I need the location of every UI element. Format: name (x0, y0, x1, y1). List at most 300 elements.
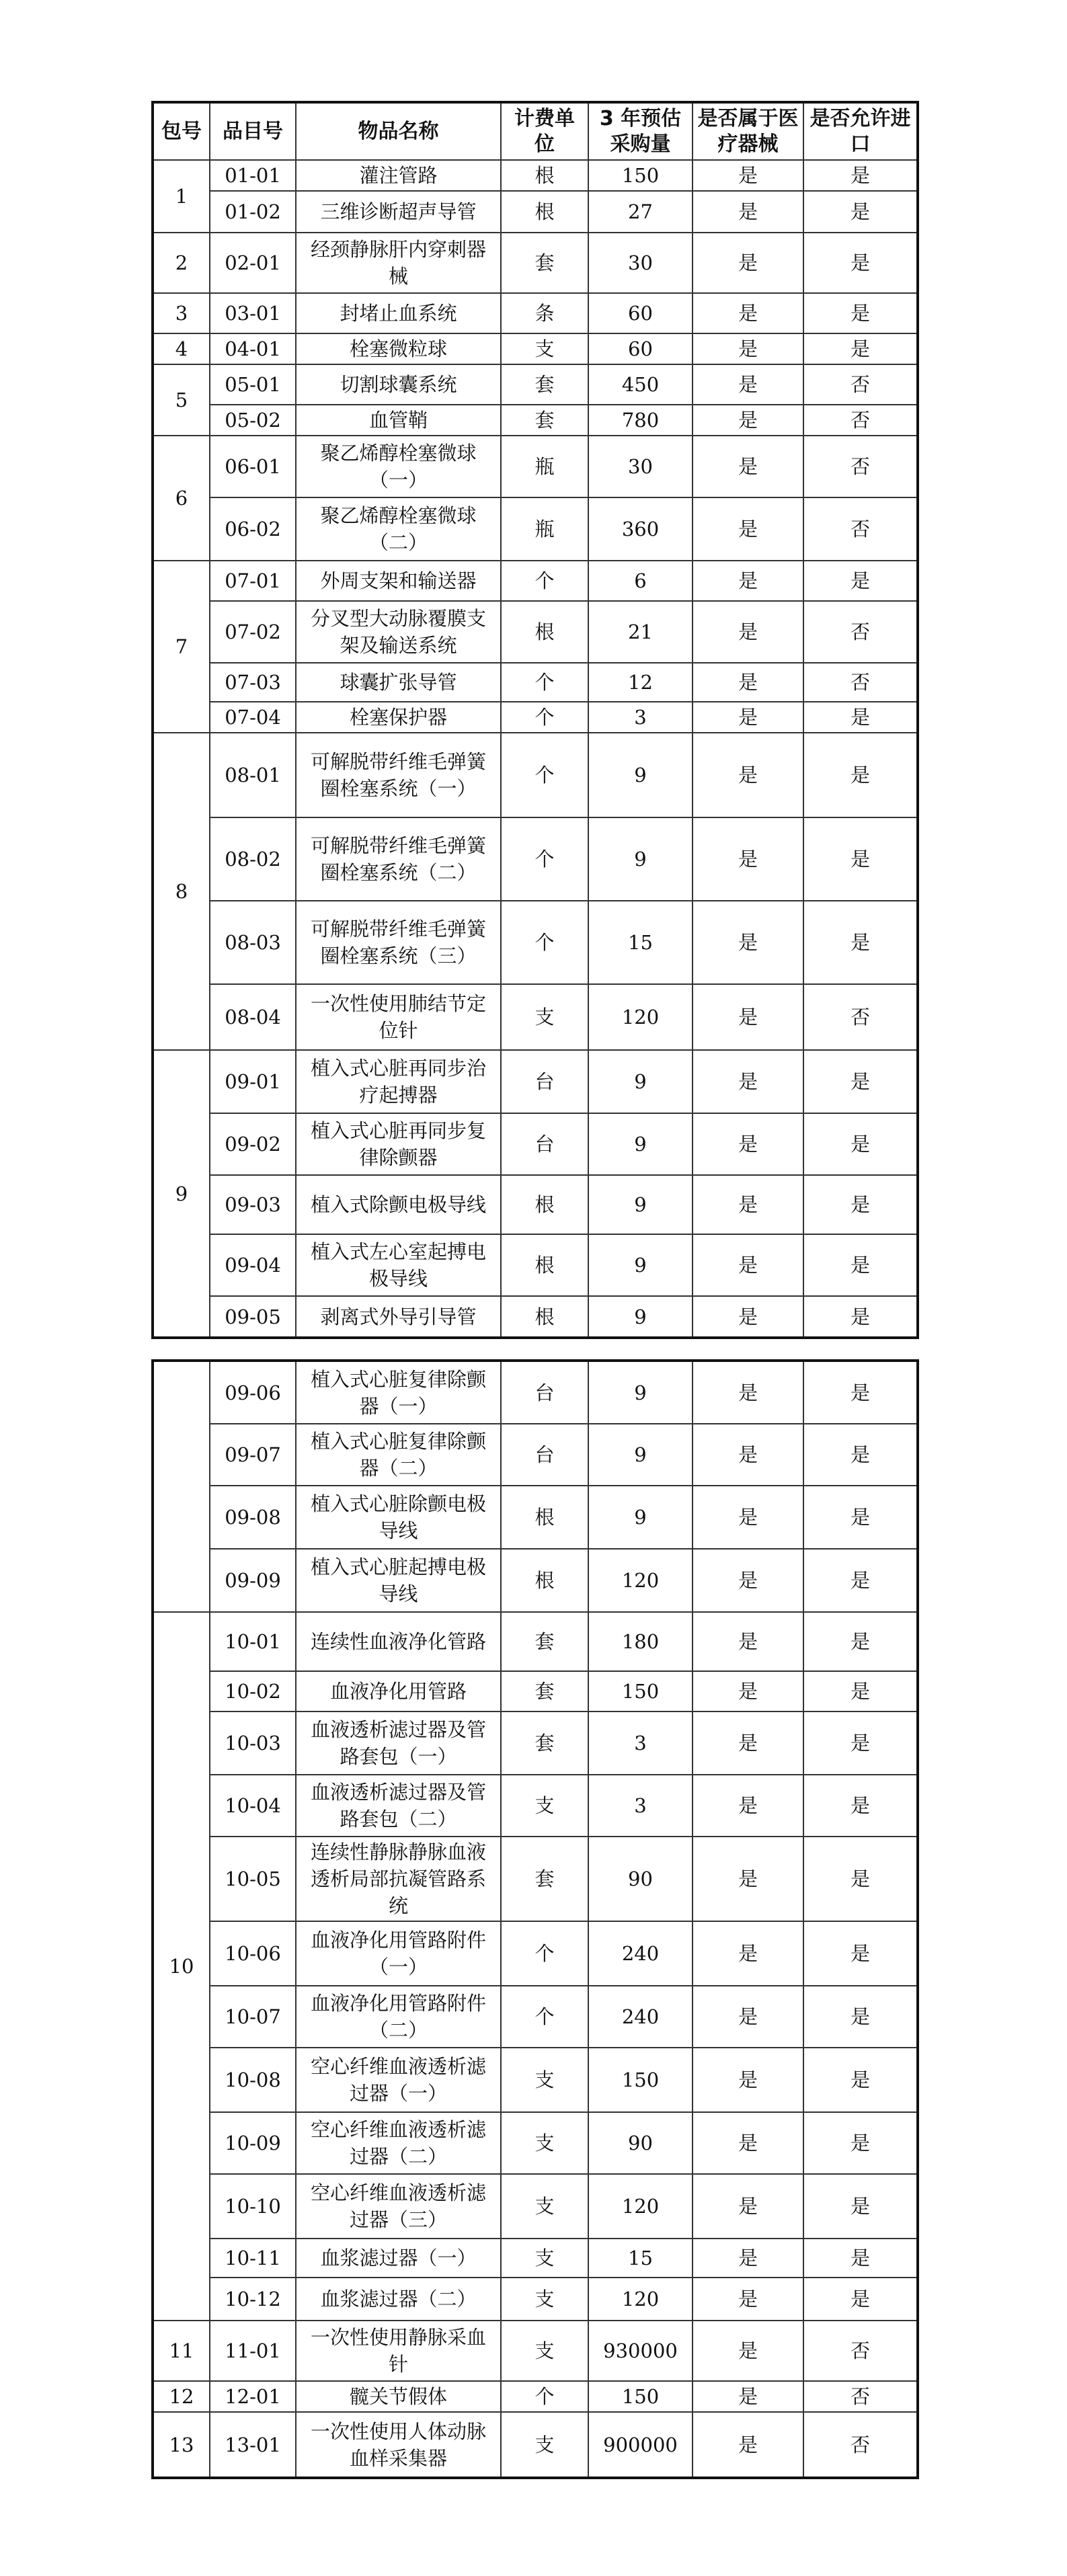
unit-cell: 根 (501, 1175, 588, 1234)
import-allowed-cell: 是 (803, 561, 918, 601)
is-device-cell: 是 (693, 405, 803, 436)
header-item-no: 品目号 (210, 102, 296, 160)
table-row (153, 2112, 918, 2174)
table-header-row (153, 102, 918, 160)
package-number-cell: 5 (153, 364, 210, 436)
unit-cell: 台 (501, 1424, 588, 1486)
is-device-cell: 是 (693, 1050, 803, 1113)
is-device-cell: 是 (693, 663, 803, 702)
package-number-cell: 8 (153, 733, 210, 1050)
item-name-cell: 血液净化用管路附件（一） (296, 1921, 501, 1986)
is-device-cell: 是 (693, 2112, 803, 2174)
item-no-cell: 07-04 (210, 702, 296, 733)
item-name-cell: 血管鞘 (296, 405, 501, 436)
table-row (153, 1775, 918, 1837)
package-number-cell: 4 (153, 333, 210, 364)
item-name-cell: 植入式心脏再同步治疗起搏器 (296, 1050, 501, 1113)
import-allowed-cell: 否 (803, 2321, 918, 2381)
item-no-cell: 05-02 (210, 405, 296, 436)
import-allowed-cell: 是 (803, 2239, 918, 2278)
table-row (153, 663, 918, 702)
item-name-cell: 血液净化用管路附件（二） (296, 1986, 501, 2048)
item-name-cell: 一次性使用静脉采血针 (296, 2321, 501, 2381)
qty-cell: 30 (588, 233, 693, 293)
unit-cell: 条 (501, 293, 588, 333)
table-row (153, 1921, 918, 1986)
item-name-cell: 血浆滤过器（二） (296, 2278, 501, 2321)
unit-cell: 个 (501, 1921, 588, 1986)
import-allowed-cell: 是 (803, 1424, 918, 1486)
import-allowed-cell: 是 (803, 1361, 918, 1424)
import-allowed-cell: 是 (803, 2278, 918, 2321)
item-no-cell: 10-11 (210, 2239, 296, 2278)
item-no-cell: 08-04 (210, 984, 296, 1050)
item-name-cell: 球囊扩张导管 (296, 663, 501, 702)
is-device-cell: 是 (693, 1837, 803, 1921)
table-row (153, 984, 918, 1050)
qty-cell: 360 (588, 497, 693, 561)
item-name-cell: 植入式心脏起搏电极导线 (296, 1549, 501, 1612)
is-device-cell: 是 (693, 233, 803, 293)
is-device-cell: 是 (693, 1361, 803, 1424)
item-name-cell: 髋关节假体 (296, 2381, 501, 2412)
unit-cell: 套 (501, 1837, 588, 1921)
import-allowed-cell: 是 (803, 233, 918, 293)
qty-cell: 9 (588, 1296, 693, 1338)
item-no-cell: 10-02 (210, 1671, 296, 1712)
is-device-cell: 是 (693, 1175, 803, 1234)
unit-cell: 支 (501, 2412, 588, 2478)
is-device-cell: 是 (693, 2321, 803, 2381)
is-device-cell: 是 (693, 497, 803, 561)
unit-cell: 支 (501, 2321, 588, 2381)
import-allowed-cell: 是 (803, 293, 918, 333)
header-name: 物品名称 (296, 102, 501, 160)
unit-cell: 个 (501, 817, 588, 901)
item-name-cell: 植入式心脏复律除颤器（一） (296, 1361, 501, 1424)
item-no-cell: 01-02 (210, 191, 296, 233)
qty-cell: 9 (588, 1234, 693, 1296)
header-is-device: 是否属于医疗器械 (693, 102, 803, 160)
table-row (153, 2174, 918, 2239)
import-allowed-cell: 否 (803, 2412, 918, 2478)
table-body (153, 160, 918, 1338)
table-row (153, 1712, 918, 1775)
table-row (153, 1549, 918, 1612)
qty-cell: 240 (588, 1921, 693, 1986)
qty-cell: 150 (588, 160, 693, 191)
import-allowed-cell: 否 (803, 364, 918, 405)
package-number-cell: 6 (153, 436, 210, 561)
table-row (153, 1113, 918, 1175)
qty-cell: 15 (588, 2239, 693, 2278)
qty-cell: 9 (588, 733, 693, 817)
qty-cell: 9 (588, 1424, 693, 1486)
table-row (153, 1986, 918, 2048)
table-row (153, 733, 918, 817)
item-no-cell: 01-01 (210, 160, 296, 191)
item-name-cell: 分叉型大动脉覆膜支架及输送系统 (296, 601, 501, 663)
item-no-cell: 07-01 (210, 561, 296, 601)
table-row (153, 1424, 918, 1486)
item-name-cell: 剥离式外导引导管 (296, 1296, 501, 1338)
is-device-cell: 是 (693, 2381, 803, 2412)
item-no-cell: 09-01 (210, 1050, 296, 1113)
qty-cell: 60 (588, 293, 693, 333)
procurement-table-part-2 (151, 1359, 919, 2479)
import-allowed-cell: 否 (803, 497, 918, 561)
qty-cell: 9 (588, 817, 693, 901)
import-allowed-cell: 是 (803, 733, 918, 817)
package-number-cell (153, 1361, 210, 1612)
item-name-cell: 血液透析滤过器及管路套包（二） (296, 1775, 501, 1837)
import-allowed-cell: 是 (803, 1113, 918, 1175)
qty-cell: 3 (588, 1775, 693, 1837)
table-row (153, 405, 918, 436)
item-no-cell: 10-01 (210, 1612, 296, 1671)
item-no-cell: 09-02 (210, 1113, 296, 1175)
item-name-cell: 血液净化用管路 (296, 1671, 501, 1712)
item-name-cell: 植入式左心室起搏电极导线 (296, 1234, 501, 1296)
is-device-cell: 是 (693, 1549, 803, 1612)
table-row (153, 497, 918, 561)
unit-cell: 个 (501, 2381, 588, 2412)
table-row (153, 2412, 918, 2478)
is-device-cell: 是 (693, 2048, 803, 2112)
qty-cell: 27 (588, 191, 693, 233)
unit-cell: 个 (501, 901, 588, 984)
item-no-cell: 08-02 (210, 817, 296, 901)
item-name-cell: 植入式心脏复律除颤器（二） (296, 1424, 501, 1486)
item-name-cell: 可解脱带纤维毛弹簧圈栓塞系统（三） (296, 901, 501, 984)
is-device-cell: 是 (693, 2239, 803, 2278)
unit-cell: 支 (501, 1775, 588, 1837)
item-no-cell: 10-06 (210, 1921, 296, 1986)
is-device-cell: 是 (693, 733, 803, 817)
import-allowed-cell: 是 (803, 1175, 918, 1234)
item-name-cell: 封堵止血系统 (296, 293, 501, 333)
item-no-cell: 03-01 (210, 293, 296, 333)
table-body (153, 1361, 918, 2478)
unit-cell: 个 (501, 702, 588, 733)
is-device-cell: 是 (693, 1113, 803, 1175)
qty-cell: 9 (588, 1113, 693, 1175)
import-allowed-cell: 否 (803, 663, 918, 702)
unit-cell: 支 (501, 2112, 588, 2174)
item-no-cell: 06-01 (210, 436, 296, 497)
item-name-cell: 栓塞保护器 (296, 702, 501, 733)
is-device-cell: 是 (693, 702, 803, 733)
unit-cell: 套 (501, 1712, 588, 1775)
item-name-cell: 连续性血液净化管路 (296, 1612, 501, 1671)
item-name-cell: 灌注管路 (296, 160, 501, 191)
qty-cell: 9 (588, 1175, 693, 1234)
package-number-cell: 9 (153, 1050, 210, 1338)
is-device-cell: 是 (693, 1296, 803, 1338)
import-allowed-cell: 是 (803, 1549, 918, 1612)
item-no-cell: 10-04 (210, 1775, 296, 1837)
package-number-cell: 3 (153, 293, 210, 333)
unit-cell: 根 (501, 1549, 588, 1612)
unit-cell: 台 (501, 1113, 588, 1175)
table-row (153, 561, 918, 601)
unit-cell: 个 (501, 561, 588, 601)
table-row (153, 1234, 918, 1296)
qty-cell: 21 (588, 601, 693, 663)
qty-cell: 780 (588, 405, 693, 436)
item-name-cell: 切割球囊系统 (296, 364, 501, 405)
is-device-cell: 是 (693, 601, 803, 663)
item-no-cell: 09-04 (210, 1234, 296, 1296)
unit-cell: 根 (501, 1296, 588, 1338)
unit-cell: 个 (501, 663, 588, 702)
unit-cell: 台 (501, 1361, 588, 1424)
is-device-cell: 是 (693, 1424, 803, 1486)
import-allowed-cell: 是 (803, 191, 918, 233)
import-allowed-cell: 是 (803, 1612, 918, 1671)
is-device-cell: 是 (693, 1612, 803, 1671)
item-no-cell: 07-03 (210, 663, 296, 702)
item-name-cell: 空心纤维血液透析滤过器（三） (296, 2174, 501, 2239)
item-no-cell: 06-02 (210, 497, 296, 561)
item-name-cell: 一次性使用人体动脉血样采集器 (296, 2412, 501, 2478)
import-allowed-cell: 是 (803, 2048, 918, 2112)
table-row (153, 191, 918, 233)
item-name-cell: 一次性使用肺结节定位针 (296, 984, 501, 1050)
unit-cell: 套 (501, 233, 588, 293)
import-allowed-cell: 是 (803, 1837, 918, 1921)
qty-cell: 60 (588, 333, 693, 364)
table-row (153, 2381, 918, 2412)
unit-cell: 瓶 (501, 497, 588, 561)
unit-cell: 根 (501, 160, 588, 191)
is-device-cell: 是 (693, 1986, 803, 2048)
import-allowed-cell: 是 (803, 1775, 918, 1837)
package-number-cell: 7 (153, 561, 210, 733)
import-allowed-cell: 是 (803, 1986, 918, 2048)
item-no-cell: 08-01 (210, 733, 296, 817)
unit-cell: 根 (501, 1486, 588, 1549)
is-device-cell: 是 (693, 984, 803, 1050)
table-row (153, 2239, 918, 2278)
unit-cell: 支 (501, 2239, 588, 2278)
qty-cell: 90 (588, 1837, 693, 1921)
import-allowed-cell: 是 (803, 333, 918, 364)
item-name-cell: 植入式除颤电极导线 (296, 1175, 501, 1234)
unit-cell: 套 (501, 1671, 588, 1712)
import-allowed-cell: 否 (803, 2381, 918, 2412)
unit-cell: 支 (501, 2048, 588, 2112)
import-allowed-cell: 是 (803, 2112, 918, 2174)
header-pkg: 包号 (153, 102, 210, 160)
import-allowed-cell: 否 (803, 984, 918, 1050)
item-no-cell: 09-07 (210, 1424, 296, 1486)
package-number-cell: 1 (153, 160, 210, 233)
table-row (153, 2278, 918, 2321)
is-device-cell: 是 (693, 333, 803, 364)
qty-cell: 3 (588, 702, 693, 733)
qty-cell: 180 (588, 1612, 693, 1671)
qty-cell: 120 (588, 2278, 693, 2321)
table-row (153, 1175, 918, 1234)
qty-cell: 120 (588, 984, 693, 1050)
table-row (153, 601, 918, 663)
header-import: 是否允许进口 (803, 102, 918, 160)
header-unit: 计费单位 (501, 102, 588, 160)
package-number-cell: 2 (153, 233, 210, 293)
table-row (153, 2321, 918, 2381)
import-allowed-cell: 是 (803, 901, 918, 984)
qty-cell: 30 (588, 436, 693, 497)
item-name-cell: 经颈静脉肝内穿刺器械 (296, 233, 501, 293)
is-device-cell: 是 (693, 1486, 803, 1549)
unit-cell: 个 (501, 733, 588, 817)
qty-cell: 6 (588, 561, 693, 601)
unit-cell: 套 (501, 405, 588, 436)
item-no-cell: 10-12 (210, 2278, 296, 2321)
qty-cell: 12 (588, 663, 693, 702)
item-no-cell: 10-09 (210, 2112, 296, 2174)
table-row (153, 1050, 918, 1113)
import-allowed-cell: 是 (803, 817, 918, 901)
import-allowed-cell: 否 (803, 601, 918, 663)
is-device-cell: 是 (693, 2174, 803, 2239)
item-name-cell: 血浆滤过器（一） (296, 2239, 501, 2278)
is-device-cell: 是 (693, 2278, 803, 2321)
import-allowed-cell: 是 (803, 160, 918, 191)
import-allowed-cell: 否 (803, 405, 918, 436)
table-row (153, 1486, 918, 1549)
is-device-cell: 是 (693, 364, 803, 405)
is-device-cell: 是 (693, 1775, 803, 1837)
item-no-cell: 11-01 (210, 2321, 296, 2381)
item-name-cell: 外周支架和输送器 (296, 561, 501, 601)
item-name-cell: 可解脱带纤维毛弹簧圈栓塞系统（二） (296, 817, 501, 901)
package-number-cell: 12 (153, 2381, 210, 2412)
table-row (153, 901, 918, 984)
table-row (153, 160, 918, 191)
import-allowed-cell: 是 (803, 1921, 918, 1986)
item-no-cell: 09-05 (210, 1296, 296, 1338)
qty-cell: 3 (588, 1712, 693, 1775)
table-row (153, 1361, 918, 1424)
unit-cell: 瓶 (501, 436, 588, 497)
item-no-cell: 09-03 (210, 1175, 296, 1234)
item-no-cell: 07-02 (210, 601, 296, 663)
item-name-cell: 聚乙烯醇栓塞微球（二） (296, 497, 501, 561)
item-no-cell: 10-05 (210, 1837, 296, 1921)
unit-cell: 套 (501, 1612, 588, 1671)
item-name-cell: 植入式心脏再同步复律除颤器 (296, 1113, 501, 1175)
qty-cell: 150 (588, 1671, 693, 1712)
qty-cell: 930000 (588, 2321, 693, 2381)
is-device-cell: 是 (693, 1234, 803, 1296)
table-row (153, 233, 918, 293)
import-allowed-cell: 是 (803, 1486, 918, 1549)
table-row (153, 1296, 918, 1338)
is-device-cell: 是 (693, 2412, 803, 2478)
item-no-cell: 08-03 (210, 901, 296, 984)
unit-cell: 支 (501, 984, 588, 1050)
unit-cell: 个 (501, 1986, 588, 2048)
import-allowed-cell: 是 (803, 2174, 918, 2239)
import-allowed-cell: 是 (803, 1712, 918, 1775)
table-row (153, 1671, 918, 1712)
package-number-cell: 11 (153, 2321, 210, 2381)
qty-cell: 15 (588, 901, 693, 984)
header-qty: 3 年预估采购量 (588, 102, 693, 160)
unit-cell: 根 (501, 1234, 588, 1296)
item-name-cell: 血液透析滤过器及管路套包（一） (296, 1712, 501, 1775)
unit-cell: 根 (501, 191, 588, 233)
is-device-cell: 是 (693, 561, 803, 601)
unit-cell: 支 (501, 2278, 588, 2321)
qty-cell: 120 (588, 1549, 693, 1612)
item-no-cell: 12-01 (210, 2381, 296, 2412)
item-name-cell: 空心纤维血液透析滤过器（一） (296, 2048, 501, 2112)
qty-cell: 150 (588, 2381, 693, 2412)
qty-cell: 9 (588, 1050, 693, 1113)
item-name-cell: 空心纤维血液透析滤过器（二） (296, 2112, 501, 2174)
procurement-table-part-1 (151, 101, 919, 1339)
qty-cell: 9 (588, 1361, 693, 1424)
table-row (153, 1612, 918, 1671)
qty-cell: 120 (588, 2174, 693, 2239)
item-no-cell: 09-09 (210, 1549, 296, 1612)
item-name-cell: 植入式心脏除颤电极导线 (296, 1486, 501, 1549)
item-name-cell: 栓塞微粒球 (296, 333, 501, 364)
is-device-cell: 是 (693, 817, 803, 901)
table-row (153, 333, 918, 364)
item-no-cell: 02-01 (210, 233, 296, 293)
item-name-cell: 可解脱带纤维毛弹簧圈栓塞系统（一） (296, 733, 501, 817)
table-row (153, 1837, 918, 1921)
item-no-cell: 10-08 (210, 2048, 296, 2112)
table-row (153, 293, 918, 333)
unit-cell: 支 (501, 2174, 588, 2239)
table-row (153, 817, 918, 901)
is-device-cell: 是 (693, 1921, 803, 1986)
is-device-cell: 是 (693, 191, 803, 233)
is-device-cell: 是 (693, 901, 803, 984)
item-name-cell: 三维诊断超声导管 (296, 191, 501, 233)
import-allowed-cell: 是 (803, 702, 918, 733)
import-allowed-cell: 是 (803, 1234, 918, 1296)
table-row (153, 702, 918, 733)
is-device-cell: 是 (693, 160, 803, 191)
qty-cell: 90 (588, 2112, 693, 2174)
unit-cell: 台 (501, 1050, 588, 1113)
import-allowed-cell: 是 (803, 1050, 918, 1113)
import-allowed-cell: 否 (803, 436, 918, 497)
item-no-cell: 10-03 (210, 1712, 296, 1775)
item-no-cell: 04-01 (210, 333, 296, 364)
package-number-cell: 10 (153, 1612, 210, 2321)
qty-cell: 150 (588, 2048, 693, 2112)
package-number-cell: 13 (153, 2412, 210, 2478)
qty-cell: 450 (588, 364, 693, 405)
unit-cell: 支 (501, 333, 588, 364)
item-no-cell: 10-10 (210, 2174, 296, 2239)
unit-cell: 根 (501, 601, 588, 663)
qty-cell: 900000 (588, 2412, 693, 2478)
table-row (153, 436, 918, 497)
item-no-cell: 10-07 (210, 1986, 296, 2048)
is-device-cell: 是 (693, 293, 803, 333)
item-no-cell: 05-01 (210, 364, 296, 405)
item-name-cell: 聚乙烯醇栓塞微球（一） (296, 436, 501, 497)
item-no-cell: 09-06 (210, 1361, 296, 1424)
